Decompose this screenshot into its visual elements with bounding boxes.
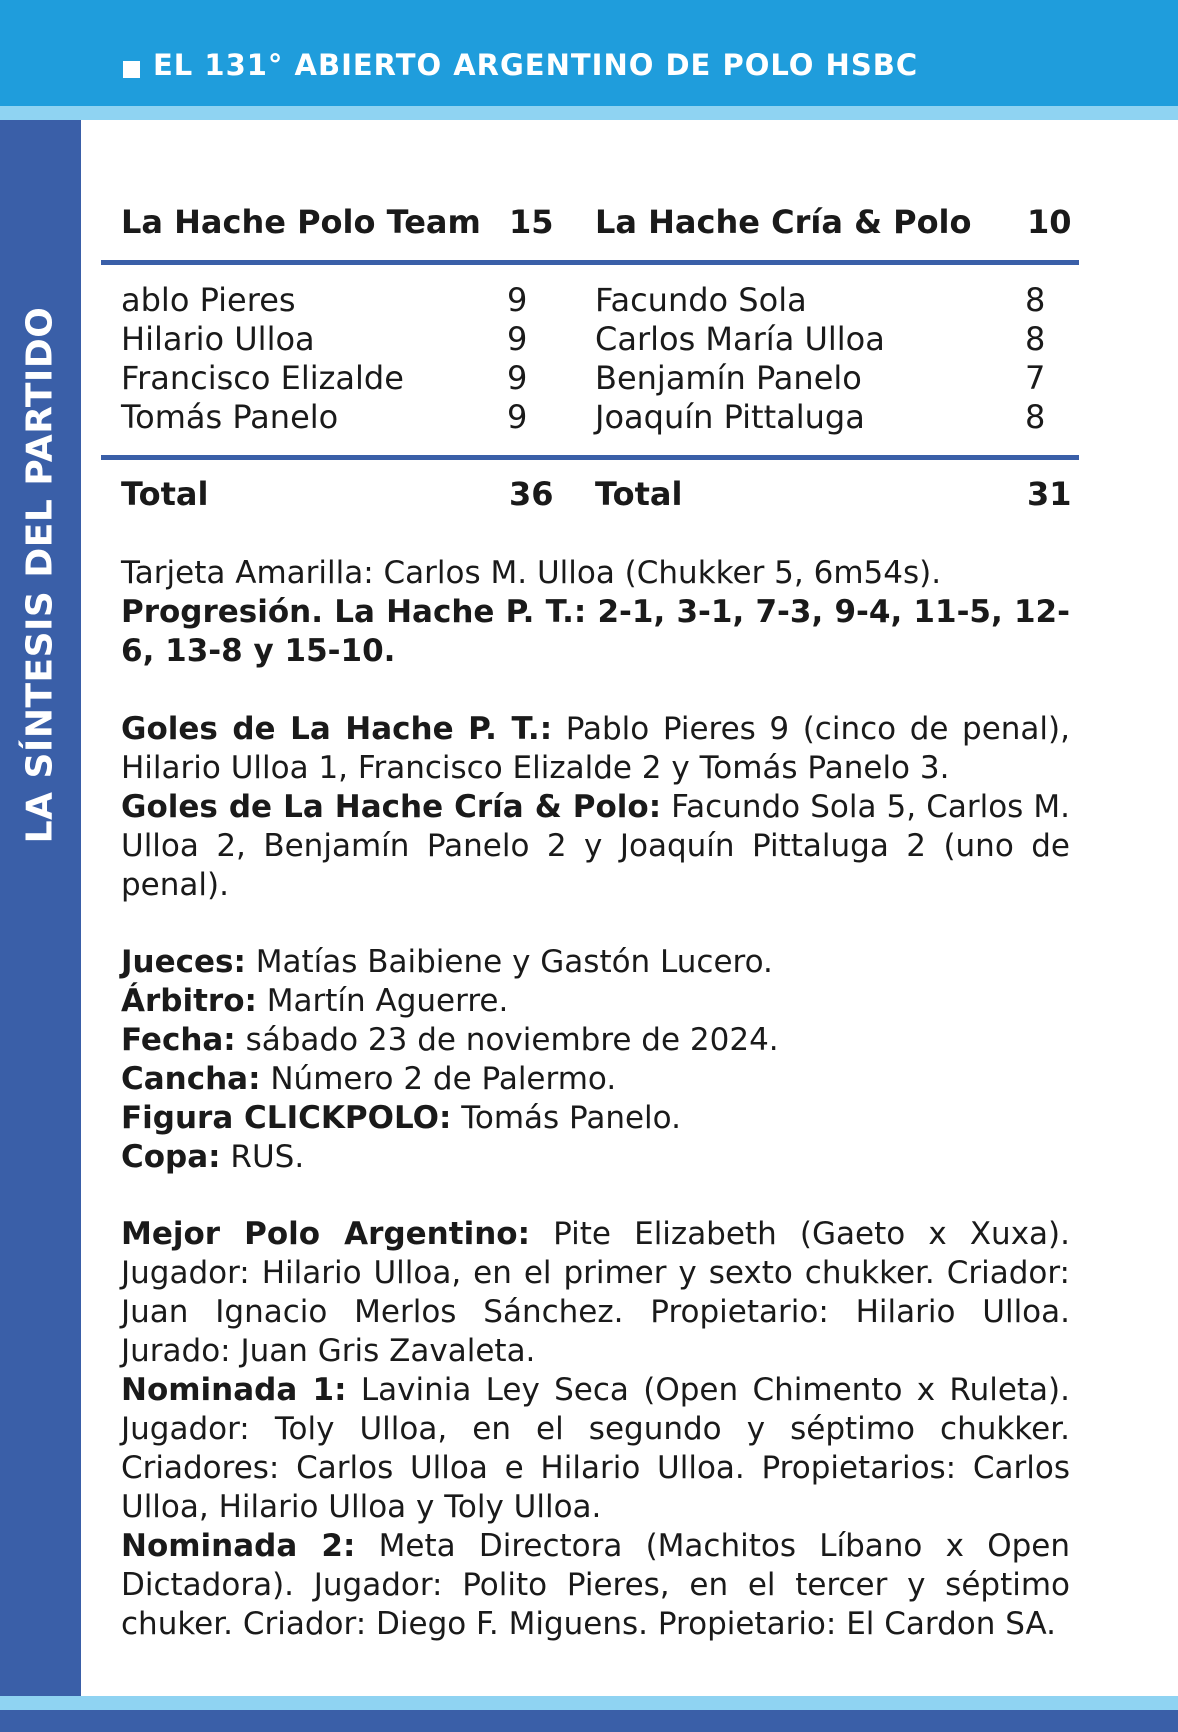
match-details (121, 943, 1070, 1177)
goals-section (121, 710, 1070, 905)
left-player-2-handicap: 9 (507, 320, 528, 358)
award-nominada-1 (121, 1371, 1070, 1527)
detail-cancha-label: Cancha: (121, 1061, 261, 1097)
award-mejor-polo-label: Mejor Polo Argentino: (121, 1216, 530, 1252)
left-player-2: Hilario Ulloa (121, 320, 315, 358)
left-player-4-handicap: 9 (507, 398, 528, 436)
right-player-3: Benjamín Panelo (595, 359, 862, 397)
yellow-card-line: Tarjeta Amarilla: Carlos M. Ulloa (Chukker 5, 6m54s). (121, 555, 942, 591)
detail-fecha-value: sábado 23 de noviembre de 2024. (235, 1022, 779, 1058)
detail-figura-value: Tomás Panelo. (451, 1100, 681, 1136)
goals-right-label: Goles de La Hache Cría & Polo: (121, 789, 662, 825)
goals-left-team (121, 710, 1070, 788)
award-nominada-1-label: Nominada 1: (121, 1372, 347, 1408)
detail-arbitro-label: Árbitro: (121, 983, 257, 1019)
detail-fecha-label: Fecha: (121, 1022, 236, 1058)
right-player-4-handicap: 8 (1025, 398, 1046, 436)
goals-right-text: Facundo Sola 5, Carlos M. Ulloa 2, Benjamín Panelo 2 y Joaquín Pittaluga 2 (uno de penal). (121, 789, 1070, 903)
detail-arbitro-value: Martín Aguerre. (256, 983, 509, 1019)
award-mejor-polo-text: Pite Elizabeth (Gaeto x Xuxa). Jugador: Hilario Ulloa, en el primer y sexto chukker. Criador: Juan Ignacio Merlos Sánchez. Propietario: Hilario Ulloa. Jurado: Juan Gris Zavaleta. (121, 1216, 1070, 1369)
detail-jueces-label: Jueces: (121, 944, 246, 980)
detail-jueces-value: Matías Baibiene y Gastón Lucero. (245, 944, 773, 980)
goals-right-team (121, 788, 1070, 905)
left-team-score: 15 (509, 203, 554, 241)
header-accent-strip (0, 106, 1178, 120)
match-summary (121, 554, 1070, 671)
right-total-label: Total (595, 475, 683, 513)
footer-bar (0, 1710, 1178, 1732)
left-player-1-handicap: 9 (507, 281, 528, 319)
header-title: EL 131° ABIERTO ARGENTINO DE POLO HSBC (153, 48, 919, 82)
detail-cancha (121, 1060, 1070, 1099)
right-player-4: Joaquín Pittaluga (595, 398, 865, 436)
left-player-1: ablo Pieres (121, 281, 296, 319)
right-team-name: La Hache Cría & Polo (595, 203, 972, 241)
award-mejor-polo (121, 1215, 1070, 1371)
sidebar (0, 120, 81, 1696)
right-player-2: Carlos María Ulloa (595, 320, 885, 358)
right-player-3-handicap: 7 (1025, 359, 1046, 397)
right-team-score: 10 (1027, 203, 1072, 241)
right-player-1-handicap: 8 (1025, 281, 1046, 319)
left-team-name: La Hache Polo Team (121, 203, 481, 241)
left-player-3: Francisco Elizalde (121, 359, 404, 397)
score-progression: Progresión. La Hache P. T.: 2-1, 3-1, 7-3, 9-4, 11-5, 12-6, 13-8 y 15-10. (121, 594, 1070, 669)
left-total-label: Total (121, 475, 209, 513)
awards-section (121, 1215, 1070, 1644)
award-nominada-2 (121, 1527, 1070, 1644)
divider-top (101, 260, 1079, 265)
goals-left-text: Pablo Pieres 9 (cinco de penal), Hilario Ulloa 1, Francisco Elizalde 2 y Tomás Panelo 3. (121, 711, 1070, 786)
detail-fecha (121, 1021, 1070, 1060)
bullet-square-icon (123, 61, 140, 78)
left-player-3-handicap: 9 (507, 359, 528, 397)
detail-copa-value: RUS. (220, 1139, 305, 1175)
left-player-4: Tomás Panelo (121, 398, 339, 436)
detail-arbitro (121, 982, 1070, 1021)
right-player-2-handicap: 8 (1025, 320, 1046, 358)
footer-accent-strip (0, 1696, 1178, 1710)
detail-figura-label: Figura CLICKPOLO: (121, 1100, 452, 1136)
award-nominada-2-label: Nominada 2: (121, 1528, 356, 1564)
left-total-value: 36 (509, 475, 554, 513)
detail-jueces (121, 943, 1070, 982)
detail-figura (121, 1099, 1070, 1138)
detail-copa (121, 1138, 1070, 1177)
right-player-1: Facundo Sola (595, 281, 807, 319)
sidebar-label: LA SÍNTESIS DEL PARTIDO (19, 306, 61, 844)
divider-bottom (101, 455, 1079, 460)
goals-left-label: Goles de La Hache P. T.: (121, 711, 553, 747)
detail-copa-label: Copa: (121, 1139, 221, 1175)
award-nominada-1-text: Lavinia Ley Seca (Open Chimento x Ruleta). Jugador: Toly Ulloa, en el segundo y séptimo chukker. Criadores: Carlos Ulloa e Hilario Ulloa. Propietarios: Carlos Ulloa, Hilario Ulloa y Toly Ulloa. (121, 1372, 1070, 1525)
award-nominada-2-text: Meta Directora (Machitos Líbano x Open Dictadora). Jugador: Polito Pieres, en el tercer y séptimo chuker. Criador: Diego F. Miguens. Propietario: El Cardon SA. (121, 1528, 1070, 1642)
detail-cancha-value: Número 2 de Palermo. (260, 1061, 617, 1097)
right-total-value: 31 (1027, 475, 1072, 513)
